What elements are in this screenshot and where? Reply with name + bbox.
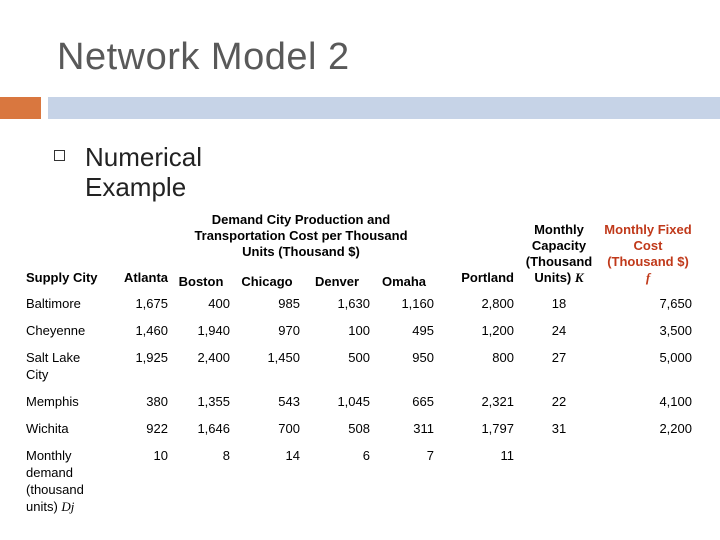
capacity-header-text: Monthly Capacity (Thousand Units) xyxy=(525,222,593,285)
cost-cell: 1,200 xyxy=(481,323,514,338)
cost-cell: 985 xyxy=(278,296,300,311)
fixed-cost-cell: 4,100 xyxy=(659,394,692,409)
empty-cell xyxy=(516,442,602,520)
supply-city: Wichita xyxy=(26,421,69,436)
col-denver: Denver xyxy=(314,274,360,289)
cost-cell: 400 xyxy=(208,296,230,311)
fixed-cost-cell: 2,200 xyxy=(659,421,692,436)
accent-bar-orange xyxy=(0,97,41,119)
cost-cell: 950 xyxy=(412,350,434,365)
cost-cell: 1,460 xyxy=(135,323,168,338)
cost-cell: 1,797 xyxy=(481,421,514,436)
cost-cell: 100 xyxy=(348,323,370,338)
fixed-cost-cell: 7,650 xyxy=(659,296,692,311)
demand-label xyxy=(24,442,104,520)
capacity-cell: 27 xyxy=(551,350,567,365)
table-row xyxy=(24,415,694,442)
cost-cell: 1,355 xyxy=(197,394,230,409)
col-portland: Portland xyxy=(461,270,514,285)
capacity-cell: 24 xyxy=(551,323,567,338)
accent-bar-blue xyxy=(48,97,720,119)
fixed-cost-header-text: Monthly Fixed Cost (Thousand $) xyxy=(604,222,692,269)
cost-cell: 2,321 xyxy=(481,394,514,409)
cost-cell: 1,940 xyxy=(197,323,230,338)
cost-cell: 1,630 xyxy=(337,296,370,311)
fixed-cost-symbol: f xyxy=(645,270,651,285)
demand-cell: 10 xyxy=(153,448,168,463)
capacity-header xyxy=(516,212,602,290)
demand-group-header: Demand City Production and Transportation Cost per Thousand Units (Thousand $) xyxy=(194,212,408,259)
col-boston: Boston xyxy=(178,274,224,289)
demand-row xyxy=(24,442,694,520)
cost-cell: 922 xyxy=(146,421,168,436)
capacity-symbol: K xyxy=(574,270,584,285)
fixed-cost-cell: 5,000 xyxy=(659,350,692,365)
cost-cell: 2,800 xyxy=(481,296,514,311)
table-row xyxy=(24,344,694,388)
cost-cell: 1,925 xyxy=(135,350,168,365)
cost-cell: 1,646 xyxy=(197,421,230,436)
cost-cell: 665 xyxy=(412,394,434,409)
capacity-cell: 22 xyxy=(551,394,567,409)
supply-city: Memphis xyxy=(26,394,79,409)
cost-table xyxy=(24,212,694,520)
cost-cell: 1,450 xyxy=(267,350,300,365)
demand-cell: 14 xyxy=(285,448,300,463)
cost-cell: 543 xyxy=(278,394,300,409)
demand-cell: 7 xyxy=(426,448,434,463)
supply-city: Cheyenne xyxy=(26,323,86,338)
table-row xyxy=(24,290,694,317)
cost-cell: 380 xyxy=(146,394,168,409)
fixed-cost-cell: 3,500 xyxy=(659,323,692,338)
slide-subtitle: Numerical Example xyxy=(85,142,203,202)
demand-group-header-cell xyxy=(170,212,436,290)
supply-city-header: Supply City xyxy=(26,270,98,285)
col-atlanta: Atlanta xyxy=(123,270,168,285)
demand-cell: 11 xyxy=(500,448,514,463)
bullet-square-icon xyxy=(54,150,65,161)
cost-cell: 970 xyxy=(278,323,300,338)
cost-cell: 700 xyxy=(278,421,300,436)
slide-title: Network Model 2 xyxy=(57,36,350,78)
demand-symbol: Dj xyxy=(61,499,75,514)
table-row xyxy=(24,388,694,415)
capacity-cell: 18 xyxy=(551,296,567,311)
cost-cell: 2,400 xyxy=(197,350,230,365)
col-omaha: Omaha xyxy=(381,274,427,289)
col-chicago: Chicago xyxy=(241,274,293,289)
demand-cell: 6 xyxy=(362,448,370,463)
cost-cell: 508 xyxy=(348,421,370,436)
cost-cell: 1,675 xyxy=(135,296,168,311)
demand-label-text: Monthly demand (thousand units) xyxy=(26,448,84,514)
cost-cell: 1,045 xyxy=(337,394,370,409)
cost-cell: 495 xyxy=(412,323,434,338)
capacity-cell: 31 xyxy=(551,421,567,436)
supply-city: Salt Lake City xyxy=(26,350,81,382)
cost-cell: 311 xyxy=(413,421,434,436)
cost-cell: 500 xyxy=(348,350,370,365)
demand-cell: 8 xyxy=(222,448,230,463)
supply-city: Baltimore xyxy=(26,296,81,311)
table-row xyxy=(24,317,694,344)
fixed-cost-header xyxy=(602,212,694,290)
cost-cell: 800 xyxy=(492,350,514,365)
empty-cell xyxy=(602,442,694,520)
cost-cell: 1,160 xyxy=(401,296,434,311)
